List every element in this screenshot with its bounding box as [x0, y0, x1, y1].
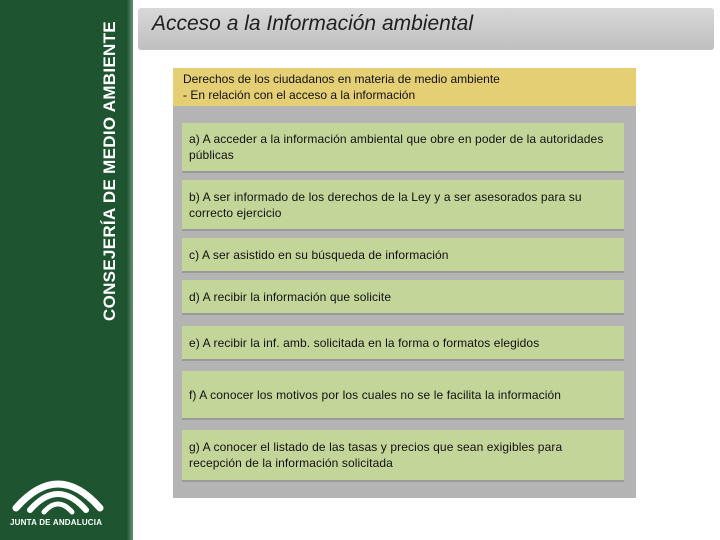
- right-item-text: a) A acceder a la información ambiental que obre en poder de la autoridades públicas: [189, 132, 604, 162]
- right-item-e: [182, 326, 624, 361]
- panel-header-line2: - En relación con el acceso a la información: [183, 88, 416, 102]
- right-item-b: [182, 180, 624, 231]
- right-item-text: d) A recibir la información que solicite: [189, 289, 392, 304]
- right-item-d: [182, 280, 624, 315]
- sidebar: [0, 0, 133, 540]
- right-item-c: [182, 238, 624, 273]
- title-bar: [138, 8, 714, 50]
- panel-header: [173, 68, 636, 106]
- right-item-g: [182, 430, 624, 482]
- right-item-text: e) A recibir la inf. amb. solicitada en la forma o formatos elegidos: [189, 335, 540, 350]
- junta-de-andalucia-logo-icon: [10, 462, 106, 518]
- right-item-text: c) A ser asistido en su búsqueda de información: [189, 247, 449, 262]
- panel-header-line1: Derechos de los ciudadanos en materia de medio ambiente: [183, 72, 500, 86]
- sidebar-vertical-title: CONSEJERÍA DE MEDIO AMBIENTE: [100, 21, 119, 321]
- logo-text: JUNTA DE ANDALUCIA: [10, 518, 103, 527]
- right-item-text: f) A conocer los motivos por los cuales no se le facilita la información: [189, 387, 562, 402]
- right-item-text: g) A conocer el listado de las tasas y precios que sean exigibles para recepción de la información solicitada: [189, 440, 563, 470]
- page-title: Acceso a la Información ambiental: [152, 12, 473, 35]
- right-item-a: [182, 123, 624, 173]
- right-item-f: [182, 371, 624, 420]
- right-item-text: b) A ser informado de los derechos de la Ley y a ser asesorados para su correcto ejercicio: [189, 189, 582, 220]
